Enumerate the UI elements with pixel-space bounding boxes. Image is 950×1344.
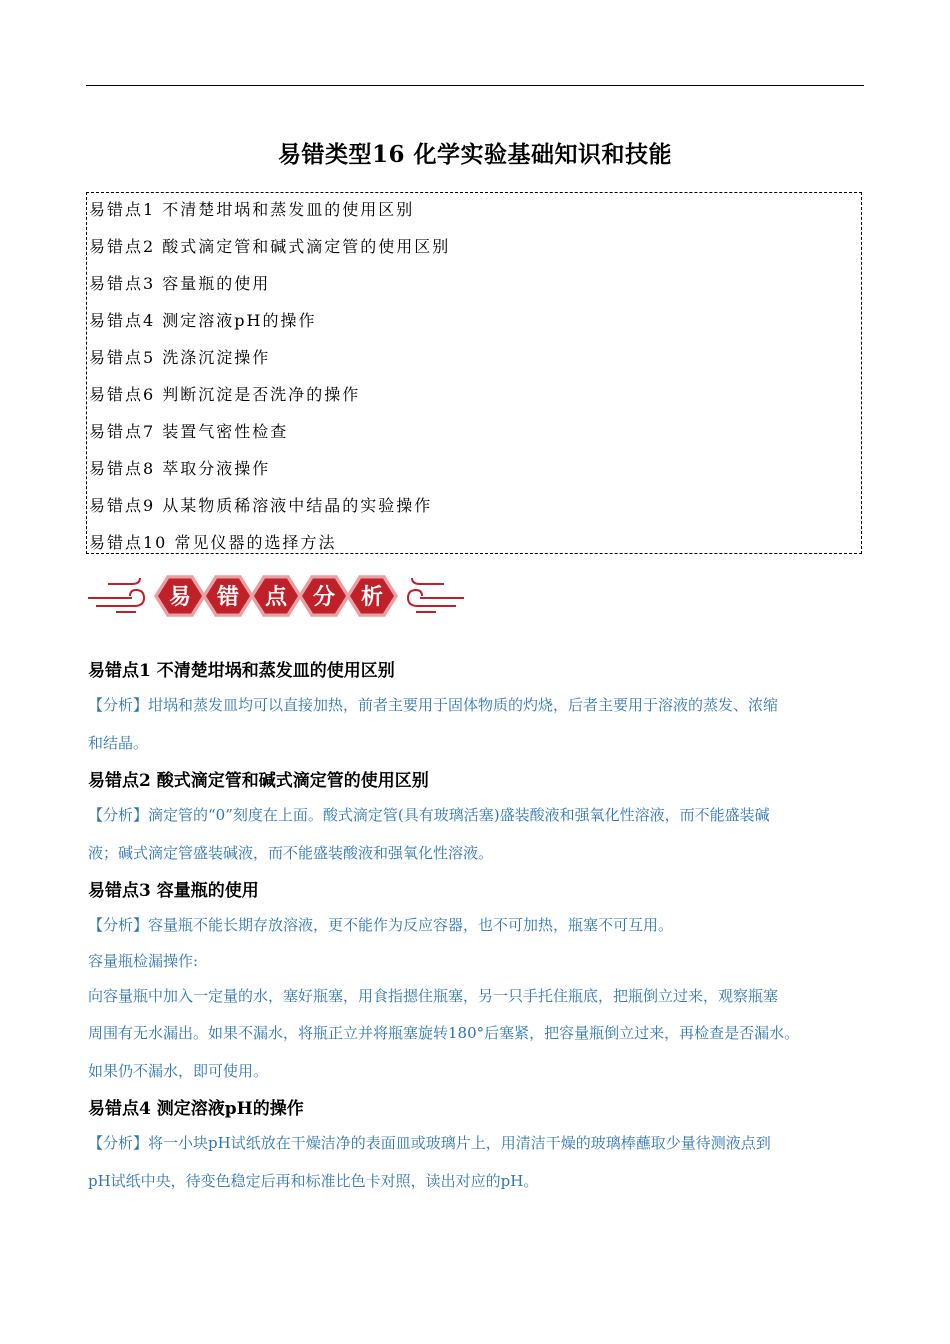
banner-char: 分 (312, 585, 336, 610)
section-4-line-2: pH试纸中央，待变色稳定后再和标准比色卡对照，读出对应的pH。 (88, 1172, 539, 1190)
document-title: 易错类型16 化学实验基础知识和技能 (277, 141, 672, 168)
analysis-tag: 【分析】 (88, 806, 149, 824)
analysis-tag: 【分析】 (88, 696, 149, 714)
banner-char: 错 (216, 585, 240, 610)
section-4-heading: 易错点4 测定溶液pH的操作 (88, 1099, 304, 1119)
section-1-line-1 (88, 694, 778, 715)
toc-box (86, 192, 862, 554)
section-1-text: 坩埚和蒸发皿均可以直接加热，前者主要用于固体物质的灼烧，后者主要用于溶液的蒸发、浓缩 (148, 696, 779, 714)
toc-item-8: 易错点8 萃取分液操作 (89, 459, 271, 478)
section-3-line-3: 向容量瓶中加入一定量的水，塞好瓶塞，用食指摁住瓶塞，另一只手托住瓶底，把瓶倒立过来，观察瓶塞 (88, 987, 779, 1005)
toc-item-2: 易错点2 酸式滴定管和碱式滴定管的使用区别 (89, 237, 451, 256)
toc-item-9: 易错点9 从某物质稀溶液中结晶的实验操作 (89, 496, 433, 515)
section-3-line-4: 周围有无水漏出。如果不漏水，将瓶正立并将瓶塞旋转180°后塞紧，把容量瓶倒立过来，再检查是否漏水。 (88, 1024, 800, 1042)
section-3-heading: 易错点3 容量瓶的使用 (88, 881, 259, 901)
section-3-line-2: 容量瓶检漏操作: (88, 952, 199, 970)
toc-item-4: 易错点4 测定溶液pH的操作 (89, 311, 317, 330)
toc-item-6: 易错点6 判断沉淀是否洗净的操作 (89, 385, 361, 404)
left-swirl-ornament (88, 578, 144, 612)
section-3-line-5: 如果仍不漏水，即可使用。 (88, 1062, 269, 1080)
section-1-line-2: 和结晶。 (88, 734, 149, 752)
section-2-text: 滴定管的“0”刻度在上面。酸式滴定管(具有玻璃活塞)盛装酸液和强氧化性溶液，而不能盛装碱 (148, 806, 770, 824)
toc-item-7: 易错点7 装置气密性检查 (89, 422, 289, 441)
analysis-banner (86, 566, 466, 626)
banner-char: 析 (360, 585, 384, 610)
banner-char: 点 (264, 585, 288, 610)
toc-item-3: 易错点3 容量瓶的使用 (89, 274, 271, 293)
section-2-line-1 (88, 804, 770, 825)
section-4-text: 将一小块pH试纸放在干燥洁净的表面皿或玻璃片上，用清洁干燥的玻璃棒蘸取少量待测液点到 (148, 1134, 771, 1152)
section-2-heading: 易错点2 酸式滴定管和碱式滴定管的使用区别 (88, 771, 429, 791)
toc-item-5: 易错点5 洗涤沉淀操作 (89, 348, 271, 367)
section-3-line-1 (88, 914, 673, 935)
toc-item-10: 易错点10 常见仪器的选择方法 (89, 533, 337, 552)
top-rule (86, 85, 864, 86)
analysis-tag: 【分析】 (88, 1134, 149, 1152)
section-2-line-2: 液；碱式滴定管盛装碱液，而不能盛装酸液和强氧化性溶液。 (88, 844, 494, 862)
section-1-heading: 易错点1 不清楚坩埚和蒸发皿的使用区别 (88, 661, 395, 681)
banner-char: 易 (168, 585, 192, 610)
analysis-tag: 【分析】 (88, 916, 149, 934)
banner-hexagons (154, 575, 398, 616)
section-4-line-1 (88, 1132, 771, 1153)
toc-item-1: 易错点1 不清楚坩埚和蒸发皿的使用区别 (89, 200, 415, 219)
section-3-text: 容量瓶不能长期存放溶液，更不能作为反应容器，也不可加热，瓶塞不可互用。 (148, 916, 674, 934)
right-swirl-ornament (408, 578, 464, 612)
